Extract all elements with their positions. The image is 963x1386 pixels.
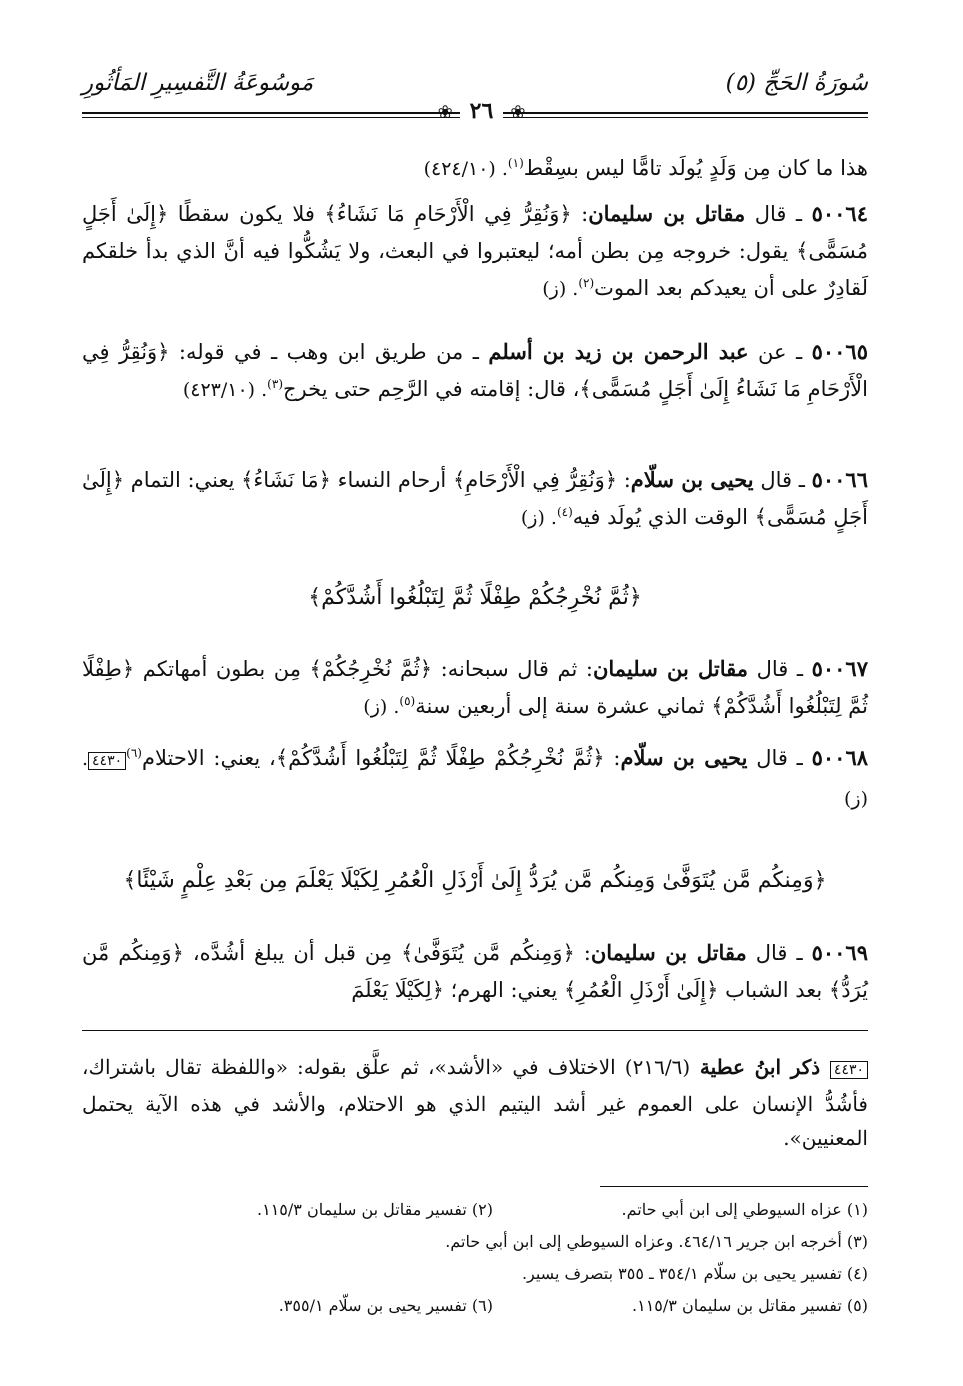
entry-number: ٥٠٠٦٦ — [811, 467, 868, 492]
note-body: (٢١٦/٦) الاختلاف في «الأشد»، ثم علَّق بقوله: «واللفظة تقال باشتراك، فأشُدُّ الإنسان على العموم غير أشد اليتيم الذي هو الاحتلام، والأشد في هذه الآية يحتمل المعنيين». — [82, 1055, 868, 1150]
ornament-icon: ❀ — [437, 102, 453, 123]
narrator-name: مقاتل بن سليمان — [588, 201, 746, 226]
entry-body: : ﴿وَنُقِرُّ فِي الْأَرْحَامِ﴾ أرحام النساء ﴿مَا نَشَاءُ﴾ يعني: التمام ﴿إِلَىٰ أَجَلٍ مُسَمًّى﴾ الوقت الذي يُولَد فيه — [82, 468, 868, 529]
footnote-marker: (١) — [507, 156, 524, 170]
entry-50064 — [82, 195, 868, 308]
narrator-name: عبد الرحمن بن زيد بن أسلم — [488, 339, 749, 364]
surah-title: سُورَةُ الحَجِّ (٥) — [725, 70, 868, 96]
entry-intro: ـ قال — [746, 941, 812, 965]
commentary-note — [82, 1050, 868, 1155]
entry-intro: ـ قال — [753, 468, 812, 492]
entry-body: : ﴿وَمِنكُم مَّن يُتَوَفَّىٰ﴾ مِن قبل أن يبلغ أشُدَّه، ﴿وَمِنكُم مَّن يُرَدُّ﴾ بعد الشباب ﴿إِلَىٰ أَرْذَلِ الْعُمُرِ﴾ يعني: الهرم؛ ﴿لِكَيْلَا يَعْلَمَ — [82, 941, 868, 1002]
reference: . (ز) — [82, 748, 868, 810]
verse-heading: ﴿ثُمَّ نُخْرِجُكُمْ طِفْلًا ثُمَّ لِتَبْلُغُوا أَشُدَّكُمْ﴾ — [308, 585, 642, 610]
footnote-marker: (٣) — [267, 377, 283, 391]
narrator-name: يحيى بن سلّام — [620, 745, 748, 770]
ornament-icon: ❀ — [510, 102, 526, 123]
entry-intro: ـ قال — [745, 202, 812, 226]
entry-intro: ـ قال — [748, 657, 812, 681]
footnote-1: (١) عزاه السيوطي إلى ابن أبي حاتم. — [621, 1200, 868, 1219]
footnote-marker: (٥) — [399, 694, 416, 708]
footnote-5: (٥) تفسير مقاتل بن سليمان ١١٥/٣. — [632, 1296, 868, 1315]
continuation-paragraph — [82, 150, 868, 188]
narrator-name: يحيى بن سلّام — [630, 467, 754, 492]
section-separator — [82, 1030, 868, 1031]
footnote-marker: (٦) — [126, 746, 142, 760]
page-number-row — [0, 98, 963, 124]
entry-intro: ـ قال — [747, 746, 812, 770]
footnote-separator — [600, 1186, 868, 1187]
note-lead: ذكر ابنُ عطية — [690, 1055, 830, 1079]
entry-number: ٥٠٠٦٧ — [811, 656, 868, 681]
footnote-6: (٦) تفسير يحيى بن سلّام ٣٥٥/١. — [278, 1296, 493, 1315]
footnote-3: (٣) أخرجه ابن جرير ٤٦٤/١٦. وعزاه السيوطي إلى ابن أبي حاتم. — [445, 1232, 868, 1251]
book-title: مَوسُوعَةُ التَّفسِيرِ المَأثُورِ — [82, 70, 314, 96]
entry-number: ٥٠٠٦٥ — [811, 339, 868, 364]
note-box-number: ٤٤٣٠ — [88, 752, 126, 770]
entry-body: : ﴿وَنُقِرُّ فِي الْأَرْحَامِ مَا نَشَاءُ﴾ فلا يكون سقطًا ﴿إِلَىٰ أَجَلٍ مُسَمًّى﴾ يقول: خروجه مِن بطن أمه؛ ليعتبروا في البعث، ولا يَشُكُّوا فيه أنَّ الذي بدأ خلقكم لَقادِرٌ على أن يعيدكم بعد الموت — [82, 202, 868, 300]
entry-50067 — [82, 650, 868, 726]
entry-50065 — [82, 333, 868, 409]
footnote-marker: (٢) — [578, 276, 595, 290]
entry-50068 — [82, 739, 868, 818]
continuation-text: هذا ما كان مِن وَلَدٍ يُولَد تامًّا ليس بسِقْط — [523, 156, 868, 180]
verse-heading: ﴿وَمِنكُم مَّن يُتَوَفَّىٰ وَمِنكُم مَّن يُرَدُّ إِلَىٰ أَرْذَلِ الْعُمُرِ لِكَيْلَا يَعْلَمَ مِن بَعْدِ عِلْمٍ شَيْئًا﴾ — [123, 868, 827, 893]
entry-body: ـ من طريق ابن وهب ـ في قوله: ﴿وَنُقِرُّ فِي الْأَرْحَامِ مَا نَشَاءُ إِلَىٰ أَجَلٍ مُسَمًّى﴾، قال: إقامته في الرَّحِم حتى يخرج — [82, 340, 868, 401]
entry-number: ٥٠٠٦٨ — [811, 745, 869, 770]
entry-intro: ـ عن — [748, 340, 812, 364]
entry-number: ٥٠٠٦٤ — [811, 201, 868, 226]
footnote-2: (٢) تفسير مقاتل بن سليمان ١١٥/٣. — [257, 1200, 493, 1219]
footnote-marker: (٤) — [556, 505, 573, 519]
narrator-name: مقاتل بن سليمان — [590, 940, 747, 965]
note-box-number: ٤٤٣٠ — [830, 1061, 868, 1079]
reference: . (٤٢٣/١٠) — [182, 379, 268, 401]
reference: . (ز) — [542, 278, 579, 300]
entry-50069 — [82, 934, 868, 1009]
footnote-4: (٤) تفسير يحيى بن سلّام ٣٥٤/١ ـ ٣٥٥ بتصرف يسير. — [521, 1264, 868, 1283]
entry-number: ٥٠٠٦٩ — [811, 940, 868, 965]
page-number: ٢٦ — [460, 98, 504, 124]
reference: . (٤٢٤/١٠) — [423, 158, 508, 180]
narrator-name: مقاتل بن سليمان — [592, 656, 749, 681]
entry-50066 — [82, 461, 868, 537]
reference: . (ز) — [363, 696, 400, 718]
reference: . (ز) — [520, 507, 557, 529]
entry-body: : ثم قال سبحانه: ﴿ثُمَّ نُخْرِجُكُمْ﴾ مِن بطون أمهاتكم ﴿طِفْلًا ثُمَّ لِتَبْلُغُوا أَشُدَّكُمْ﴾ ثماني عشرة سنة إلى أربعين سنة — [82, 657, 868, 718]
entry-body: : ﴿ثُمَّ نُخْرِجُكُمْ طِفْلًا ثُمَّ لِتَبْلُغُوا أَشُدَّكُمْ﴾، يعني: الاحتلام — [141, 746, 621, 770]
